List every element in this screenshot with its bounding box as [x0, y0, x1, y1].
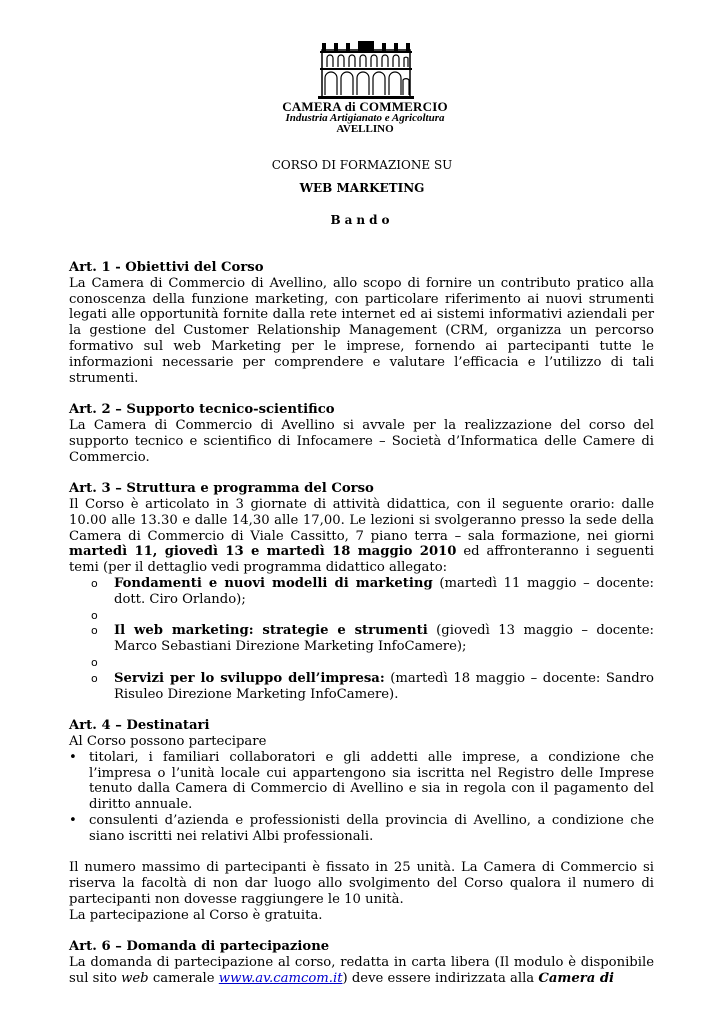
- art6-heading: Art. 6 – Domanda di partecipazione: [69, 939, 330, 955]
- recipients-list: [69, 750, 654, 845]
- list-item: [69, 576, 654, 608]
- art1-body: La Camera di Commercio di Avellino, allo scopo di fornire un contributo pratico alla conoscenza della funzione marketing, con particolare riferimento ai nuovi strumenti legati alle opportunità fornite dalla rete internet ed ai sistemi informativi aziendali per la gestione del Customer Relationship Management (CRM, organizza un percorso formativo sul web Marketing per le imprese, fornendo ai partecipanti tutte le informazioni necessarie per comprendere e valutare l’efficacia e l’utilizzo di tali strumenti.: [69, 275, 654, 386]
- participants-limit: Il numero massimo di partecipanti è fissato in 25 unità. La Camera di Commercio si riserva la facoltà di non dar luogo allo svolgimento del Corso qualora il numero di partecipanti non dovesse raggiungere le 10 unità.: [69, 860, 654, 907]
- art6-body-mid: camerale: [148, 970, 219, 986]
- topic-title: Il web marketing: strategie e strumenti: [114, 623, 428, 639]
- course-label: CORSO DI FORMAZIONE SU: [271, 158, 453, 172]
- art3-dates: martedì 11, giovedì 13 e martedì 18 maggio 2010: [69, 544, 457, 560]
- art2-body: La Camera di Commercio di Avellino si avvale per la realizzazione del corso del supporto tecnico e scientifico di Infocamere – Società d’Informatica delle Camere di Commercio.: [69, 417, 654, 465]
- art6-body-text: La domanda di partecipazione al corso, redatta in carta libera (Il modulo è disponibile sul sito: [69, 955, 654, 986]
- art4-heading: Art. 4 – Destinatari: [69, 718, 210, 734]
- document-body: [69, 260, 654, 987]
- art3-body: [69, 497, 654, 576]
- website-link[interactable]: www.av.camcom.it: [218, 970, 343, 986]
- spacer: [69, 608, 654, 624]
- chamber-building-logo: [316, 40, 416, 100]
- topic-title: Fondamenti e nuovi modelli di marketing: [114, 575, 433, 591]
- art6-body: [69, 955, 654, 987]
- course-title: WEB MARKETING: [299, 181, 425, 195]
- art2-heading: Art. 2 – Supporto tecnico-scientifico: [69, 402, 335, 418]
- topic-detail: (giovedì 13 maggio – docente: Marco Sebastiani Direzione Marketing InfoCamere);: [114, 623, 655, 655]
- list-item: • consulenti d’azienda e professionisti della provincia di Avellino, a condizione che siano iscritti nei relativi Albi professionali.: [69, 813, 654, 845]
- art1-heading: Art. 1 - Obiettivi del Corso: [69, 260, 264, 275]
- topic-detail: (martedì 11 maggio – docente: dott. Ciro Orlando);: [114, 575, 654, 607]
- list-item: • titolari, i familiari collaboratori e gli addetti alle imprese, a condizione che l’impresa o l’unità locale cui appartengono sia iscritta nel Registro delle Imprese tenuto dalla Camera di Commercio di Avellino e sia in regola con il pagamento del diritto annuale.: [69, 750, 654, 813]
- list-item: [69, 623, 654, 655]
- org-name: CAMERA di COMMERCIO: [282, 99, 448, 114]
- topic-detail: (martedì 18 maggio – docente: Sandro Risuleo Direzione Marketing InfoCamere).: [114, 670, 654, 702]
- art4-intro: Al Corso possono partecipare: [69, 733, 267, 749]
- art6-body-after: ) deve essere indirizzata alla: [342, 970, 539, 986]
- art6-recipient: Camera di: [538, 970, 615, 986]
- org-subtitle: Industria Artigianato e Agricoltura: [285, 112, 445, 124]
- art3-body-end: ed affronteranno i seguenti temi (per il dettaglio vedi programma didattico allegato:: [69, 544, 654, 576]
- art3-heading: Art. 3 – Struttura e programma del Corso: [69, 481, 374, 497]
- art3-body-text: Il Corso è articolato in 3 giornate di attività didattica, con il seguente orario: dalle 10.00 alle 13.30 e dalle 14,30 alle 17,00. Le lezioni si svolgeranno presso la sede della Camera di Commercio di Viale Cassitto, 7 piano terra – sala formazione, nei giorni: [69, 496, 654, 544]
- list-item: [69, 671, 654, 703]
- topics-list: [69, 576, 654, 702]
- document-type: Bando: [330, 213, 394, 227]
- topic-title: Servizi per lo sviluppo dell’impresa:: [114, 670, 385, 686]
- web-word: web: [121, 970, 149, 986]
- spacer: [69, 655, 654, 671]
- org-city: AVELLINO: [336, 123, 394, 135]
- free-participation: La partecipazione al Corso è gratuita.: [69, 907, 323, 923]
